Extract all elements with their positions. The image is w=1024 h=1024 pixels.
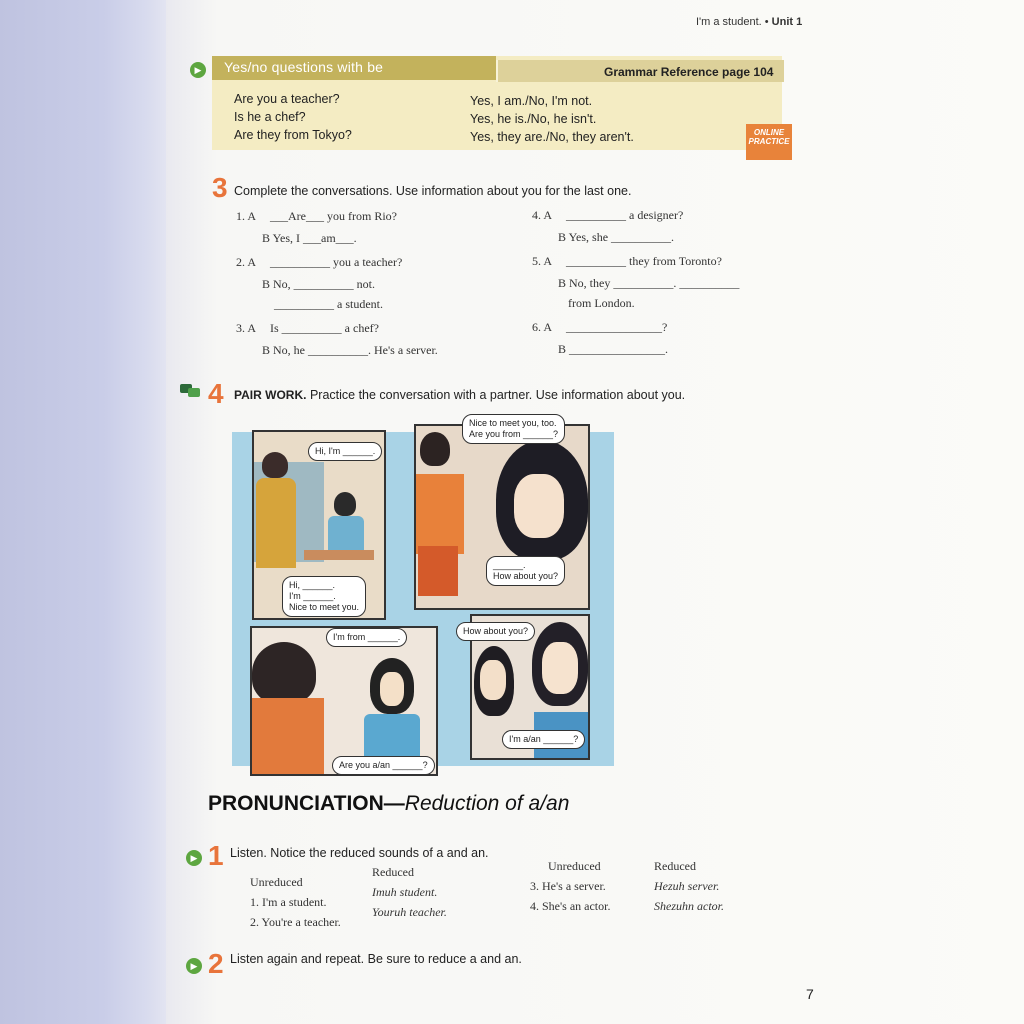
pair-work-icon bbox=[180, 384, 202, 398]
unreduced-column bbox=[530, 856, 610, 916]
pronunciation-row: 2. You're a teacher. bbox=[250, 915, 341, 929]
audio-icon[interactable]: ▶ bbox=[186, 958, 202, 974]
reduced-column bbox=[372, 862, 447, 922]
exercise-number: 4 bbox=[208, 378, 224, 409]
exercise-instruction: PAIR WORK. Practice the conversation with a partner. Use information about you. bbox=[234, 388, 686, 402]
exercise-line: from London. bbox=[568, 296, 635, 310]
exercise-right-column bbox=[532, 205, 739, 359]
exercise-line: B No, __________ not. bbox=[261, 277, 375, 291]
grammar-answer: Yes, I am./No, I'm not. bbox=[470, 94, 593, 108]
exercise-line: 5. A __________ they from Toronto? bbox=[532, 254, 722, 268]
book-page bbox=[166, 0, 1024, 1024]
student-figure bbox=[416, 474, 464, 554]
exercise-line: 6. A ________________? bbox=[532, 320, 668, 334]
student-figure bbox=[252, 642, 316, 704]
pronunciation-row: Shezuhn actor. bbox=[654, 899, 724, 913]
exercise-line: __________ a student. bbox=[274, 297, 383, 311]
student-figure bbox=[262, 452, 288, 478]
grammar-title: Yes/no questions with be bbox=[224, 59, 384, 75]
exercise-line: 4. A __________ a designer? bbox=[532, 208, 684, 222]
grammar-reference[interactable]: Grammar Reference page 104 bbox=[604, 65, 774, 79]
speech-bubble: ______. How about you? bbox=[486, 556, 565, 586]
pair-work-label: PAIR WORK. bbox=[234, 388, 307, 402]
pronunciation-row: 3. He's a server. bbox=[530, 879, 606, 893]
desk-illustration bbox=[304, 550, 374, 560]
student-figure bbox=[420, 432, 450, 466]
pronunciation-row: 4. She's an actor. bbox=[530, 899, 611, 913]
speech-bubble: I'm from ______. bbox=[326, 628, 407, 647]
student-figure bbox=[334, 492, 356, 516]
pronunciation-row: 1. I'm a student. bbox=[250, 895, 327, 909]
face-illustration bbox=[542, 642, 578, 694]
face-illustration bbox=[380, 672, 404, 706]
column-header: Unreduced bbox=[250, 875, 303, 889]
student-figure bbox=[256, 478, 296, 568]
grammar-question: Are they from Tokyo? bbox=[234, 128, 352, 142]
speech-bubble: Are you a/an ______? bbox=[332, 756, 435, 775]
speech-bubble: I'm a/an ______? bbox=[502, 730, 585, 749]
student-figure bbox=[252, 698, 324, 776]
exercise-instruction: Listen again and repeat. Be sure to reduce a and an. bbox=[230, 952, 522, 966]
exercise-number: 2 bbox=[208, 948, 224, 979]
speech-bubble: Hi, ______. I'm ______. Nice to meet you. bbox=[282, 576, 366, 617]
exercise-instruction: Listen. Notice the reduced sounds of a and an. bbox=[230, 846, 489, 860]
book-binding bbox=[0, 0, 172, 1024]
exercise-line: B Yes, I ___am___. bbox=[261, 231, 357, 245]
grammar-answers bbox=[470, 92, 634, 146]
exercise-left-column bbox=[236, 206, 438, 360]
audio-icon[interactable]: ▶ bbox=[186, 850, 202, 866]
pronunciation-subtitle: Reduction of a/an bbox=[404, 792, 570, 815]
pronunciation-row: Hezuh server. bbox=[654, 879, 720, 893]
pronunciation-title: PRONUNCIATION—Reduction of a/an bbox=[208, 792, 570, 815]
exercise-line: B ________________. bbox=[557, 342, 668, 356]
exercise-number: 3 bbox=[212, 172, 228, 203]
pronunciation-row: Imuh student. bbox=[372, 885, 438, 899]
exercise-line: B Yes, she __________. bbox=[557, 230, 675, 244]
unreduced-column bbox=[250, 872, 341, 932]
column-header: Unreduced bbox=[548, 859, 601, 873]
exercise-instruction: Complete the conversations. Use information about you for the last one. bbox=[234, 184, 632, 198]
grammar-question: Is he a chef? bbox=[234, 110, 306, 124]
online-practice-badge[interactable]: ONLINE PRACTICE bbox=[746, 124, 792, 160]
page-number: 7 bbox=[806, 986, 814, 1002]
exercise-line: B No, they __________. __________ bbox=[557, 276, 740, 290]
face-illustration bbox=[480, 660, 506, 700]
speech-bubble: How about you? bbox=[456, 622, 535, 641]
column-header: Reduced bbox=[654, 859, 696, 873]
exercise-line: 1. A ___Are___ you from Rio? bbox=[236, 209, 397, 223]
running-head: I'm a student. • Unit 1 bbox=[696, 16, 803, 28]
pronunciation-row: Youruh teacher. bbox=[372, 905, 447, 919]
audio-icon[interactable]: ▶ bbox=[190, 62, 206, 78]
bag-illustration bbox=[418, 546, 458, 596]
grammar-answer: Yes, they are./No, they aren't. bbox=[470, 130, 634, 144]
reduced-column bbox=[654, 856, 724, 916]
grammar-questions bbox=[234, 90, 352, 144]
column-header: Reduced bbox=[372, 865, 414, 879]
speech-bubble: Nice to meet you, too. Are you from ______? bbox=[462, 414, 565, 444]
face-illustration bbox=[514, 474, 564, 538]
unit-label: Unit 1 bbox=[771, 16, 803, 28]
exercise-line: 2. A __________ you a teacher? bbox=[236, 255, 403, 269]
exercise-line: B No, he __________. He's a server. bbox=[261, 343, 438, 357]
exercise-line: 3. A Is __________ a chef? bbox=[236, 321, 379, 335]
grammar-question: Are you a teacher? bbox=[234, 92, 340, 106]
grammar-answer: Yes, he is./No, he isn't. bbox=[470, 112, 597, 126]
comic-panel-3 bbox=[250, 626, 438, 776]
speech-bubble: Hi, I'm ______. bbox=[308, 442, 382, 461]
exercise-number: 1 bbox=[208, 840, 224, 871]
